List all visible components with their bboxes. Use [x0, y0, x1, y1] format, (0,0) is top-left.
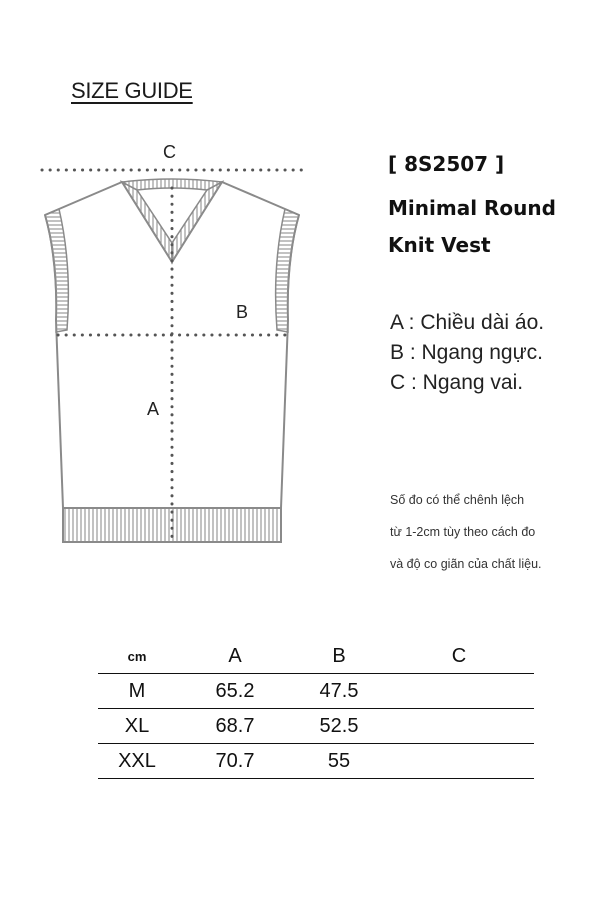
- table-header-a: A: [228, 645, 242, 667]
- product-name: [388, 190, 588, 264]
- value-cell-a: 70.7: [215, 749, 255, 772]
- value-cell-b: 55: [327, 749, 351, 772]
- table-header-unit: cm: [127, 649, 147, 664]
- value-cell-b: 52.5: [319, 714, 359, 737]
- size-cell: XXL: [118, 749, 156, 772]
- table-row: [98, 744, 534, 779]
- note-line-2: từ 1-2cm tùy theo cách đo: [390, 525, 536, 539]
- note-line-3: và độ co giãn của chất liệu.: [390, 557, 542, 571]
- page-title: SIZE GUIDE: [71, 78, 193, 103]
- legend-item-a: A : Chiều dài áo.: [390, 311, 545, 334]
- dimension-label-c: C: [163, 142, 176, 162]
- product-code: [ 8S2507 ]: [388, 152, 505, 176]
- note-line-1: Số đo có thể chênh lệch: [390, 493, 525, 507]
- vest-body-outline: [45, 182, 299, 508]
- value-cell-a: 68.7: [215, 714, 255, 737]
- dimension-label-b: B: [236, 302, 249, 322]
- value-cell-c: [384, 674, 534, 709]
- table-header-row: [98, 640, 534, 674]
- table-row: [98, 709, 534, 744]
- value-cell-c: [384, 709, 534, 744]
- size-cell: XL: [124, 714, 150, 737]
- table-header-c: C: [451, 645, 467, 667]
- measurement-legend: [390, 308, 544, 398]
- value-cell-b: 47.5: [319, 679, 359, 702]
- size-table: [98, 640, 534, 779]
- product-name-line-1: Minimal Round: [388, 196, 556, 220]
- product-name-line-2: Knit Vest: [388, 233, 491, 257]
- value-cell-a: 65.2: [215, 679, 255, 702]
- dimension-label-a: A: [147, 399, 160, 419]
- value-cell-c: [384, 744, 534, 779]
- table-row: [98, 674, 534, 709]
- size-cell: M: [128, 679, 146, 702]
- table-header-b: B: [332, 645, 346, 667]
- measurement-note: [390, 484, 542, 580]
- legend-item-b: B : Ngang ngực.: [390, 341, 543, 364]
- legend-item-c: C : Ngang vai.: [390, 371, 524, 394]
